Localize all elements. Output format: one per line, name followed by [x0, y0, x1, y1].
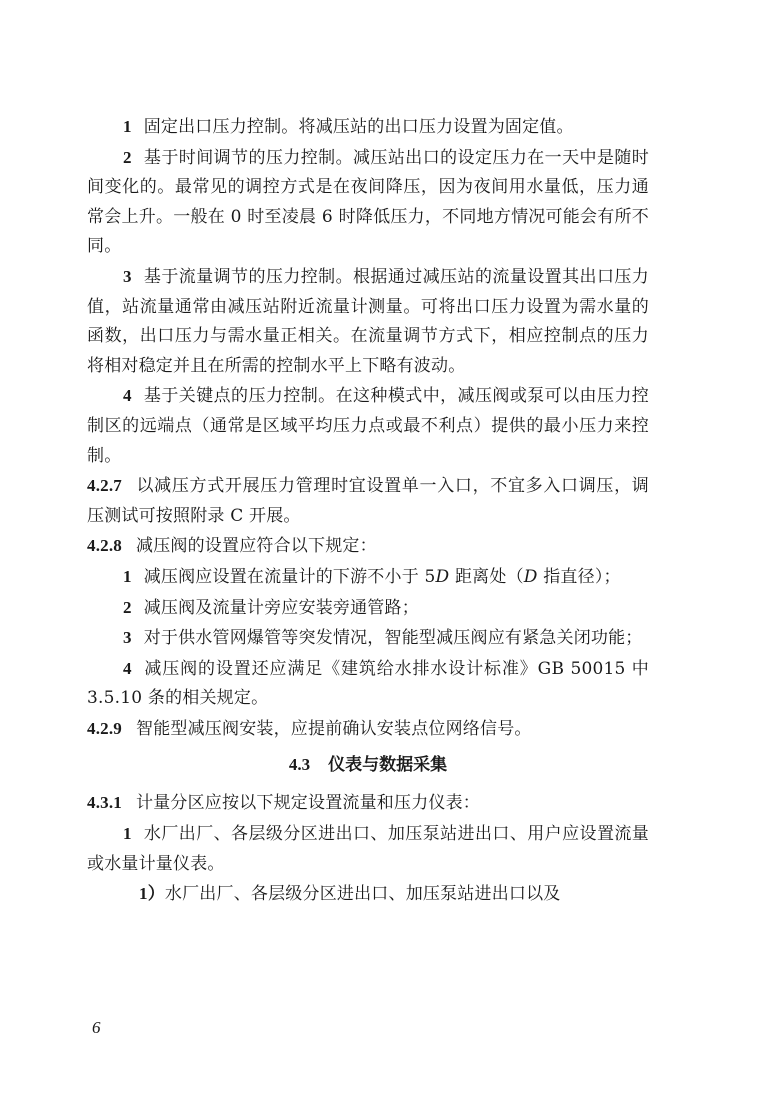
- item-number: 1: [123, 824, 132, 844]
- clause-4-2-8: [87, 531, 649, 562]
- section-number: 4.3: [288, 755, 311, 775]
- section-heading: [87, 750, 649, 780]
- item-text: 距离处（: [449, 566, 524, 587]
- document-body: [87, 112, 649, 910]
- item-number: 2: [123, 597, 132, 617]
- clause-4-2-7: [87, 471, 649, 531]
- item-number: 1: [123, 117, 132, 136]
- list-item: [87, 623, 649, 654]
- clause-text: 智能型减压阀安装，应提前确认安装点位网络信号。: [136, 718, 532, 739]
- clause-number: 4.3.1: [87, 793, 122, 813]
- italic-symbol: D: [435, 566, 450, 587]
- sub-item-number: 1）: [139, 884, 165, 904]
- list-item: [87, 112, 649, 143]
- list-item: [87, 562, 649, 593]
- list-item: [87, 593, 649, 624]
- list-item: [87, 143, 649, 262]
- item-text: 指直径）；: [537, 566, 621, 587]
- item-number: 2: [123, 147, 132, 167]
- item-text: 固定出口压力控制。将减压站的出口压力设置为固定值。: [143, 117, 574, 137]
- clause-4-3-1: [87, 788, 649, 819]
- item-number: 3: [123, 266, 132, 286]
- section-title: 仪表与数据采集: [328, 755, 448, 776]
- sub-item: [87, 879, 649, 910]
- clause-text: 以减压方式开展压力管理时宜设置单一入口，不宜多入口调压，调压测试可按照附录 C 开展。: [87, 476, 649, 526]
- clause-number: 4.2.9: [87, 718, 122, 738]
- item-text: 减压阀的设置还应满足《建筑给水排水设计标准》GB 50015 中 3.5.10 条的相关规定。: [87, 658, 649, 709]
- item-text: 对于供水管网爆管等突发情况，智能型减压阀应有紧急关闭功能；: [143, 628, 643, 649]
- list-item: [87, 819, 649, 879]
- clause-4-2-9: [87, 714, 649, 745]
- clause-text: 减压阀的设置应符合以下规定：: [136, 536, 377, 557]
- item-text: 基于时间调节的压力控制。减压站出口的设定压力在一天中是随时间变化的。最常见的调控方式是在夜间降压，因为夜间用水量低，压力通常会上升。一般在 0 时至凌晨 6 时降低压力，不同地方情况可能会有所不同。: [87, 147, 649, 257]
- item-text: 水厂出厂、各层级分区进出口、加压泵站进出口、用户应设置流量或水量计量仪表。: [87, 824, 649, 874]
- item-number: 3: [123, 628, 132, 648]
- item-text: 减压阀应设置在流量计的下游不小于 5: [143, 566, 436, 587]
- item-text: 基于流量调节的压力控制。根据通过减压站的流量设置其出口压力值，站流量通常由减压站附近流量计测量。可将出口压力设置为需水量的函数，出口压力与需水量正相关。在流量调节方式下，相应控制点的压力将相对稳定并且在所需的控制水平上下略有波动。: [87, 266, 649, 376]
- item-number: 4: [123, 658, 132, 678]
- italic-symbol: D: [523, 566, 538, 587]
- clause-text: 计量分区应按以下规定设置流量和压力仪表：: [136, 793, 480, 814]
- item-text: 基于关键点的压力控制。在这种模式中，减压阀或泵可以由压力控制区的远端点（通常是区域平均压力点或最不利点）提供的最小压力来控制。: [87, 386, 649, 466]
- item-number: 1: [123, 566, 132, 586]
- clause-number: 4.2.7: [87, 476, 122, 496]
- sub-item-text: 水厂出厂、各层级分区进出口、加压泵站进出口以及: [164, 884, 561, 905]
- item-text: 减压阀及流量计旁应安装旁通管路；: [143, 597, 419, 618]
- list-item: [87, 654, 649, 714]
- list-item: [87, 381, 649, 471]
- clause-number: 4.2.8: [87, 536, 122, 556]
- item-number: 4: [123, 386, 132, 406]
- list-item: [87, 262, 649, 381]
- page-number: 6: [92, 1018, 101, 1037]
